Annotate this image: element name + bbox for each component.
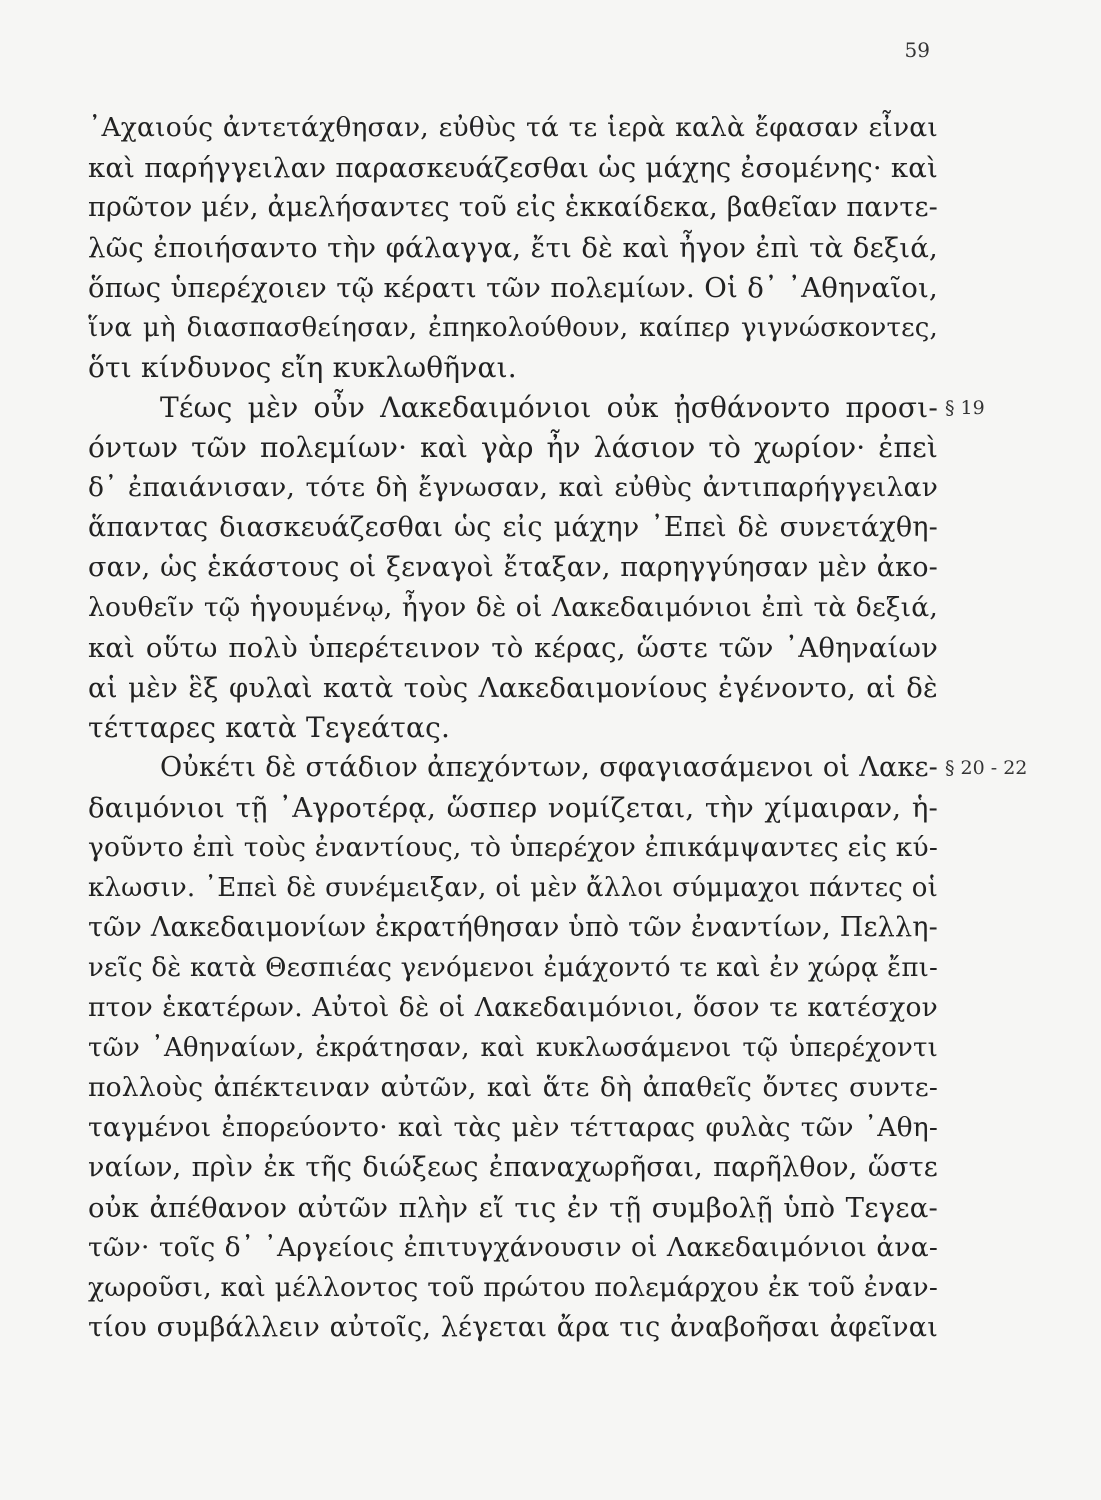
- text-line: λουθεῖν τῷ ἡγουμένῳ, ἦγον δὲ οἱ Λακεδαιμόνιοι ἐπὶ τὰ δεξιά,: [88, 592, 938, 623]
- text-line: ὅτι κίνδυνος εἴη κυκλωθῆναι.: [88, 351, 517, 384]
- text-line: ναίων, πρὶν ἐκ τῆς διώξεως ἐπαναχωρῆσαι, παρῆλθον, ὥστε: [88, 1152, 938, 1183]
- text-line: ἅπαντας διασκευάζεσθαι ὡς εἰς μάχην ᾿Επεὶ δὲ συνετάχθη-: [88, 512, 938, 543]
- text-line: αἱ μὲν ἓξ φυλαὶ κατὰ τοὺς Λακεδαιμονίους ἐγένοντο, αἱ δὲ: [88, 672, 938, 704]
- text-line: τῶν ᾿Αθηναίων, ἐκράτησαν, καὶ κυκλωσάμενοι τῷ ὑπερέχοντι: [88, 1033, 938, 1063]
- text-line: όντων τῶν πολεμίων· καὶ γὰρ ἦν λάσιον τὸ χωρίον· ἐπεὶ: [88, 431, 938, 464]
- text-line: ᾿Αχαιούς ἀντετάχθησαν, εὐθὺς τά τε ἱερὰ καλὰ ἔφασαν εἶναι: [88, 112, 938, 143]
- text-line: γοῦντο ἐπὶ τοὺς ἐναντίους, τὸ ὑπερέχον ἐπικάμψαντες εἰς κύ-: [88, 832, 938, 863]
- text-line: οὐκ ἀπέθανον αὐτῶν πλὴν εἴ τις ἐν τῇ συμβολῇ ὑπὸ Τεγεα-: [88, 1192, 938, 1224]
- text-line: πρῶτον μέν, ἀμελήσαντες τοῦ εἰς ἑκκαίδεκα, βαθεῖαν παντε-: [88, 192, 938, 223]
- text-line: πτον ἑκατέρων. Αὐτοὶ δὲ οἱ Λακεδαιμόνιοι, ὅσον τε κατέσχον: [88, 992, 938, 1023]
- margin-section-note: § 19: [945, 397, 985, 419]
- text-line: τίου συμβάλλειν αὐτοῖς, λέγεται ἄρα τις ἀναβοῆσαι ἀφεῖναι: [88, 1312, 938, 1343]
- text-line: δαιμόνιοι τῇ ᾿Αγροτέρᾳ, ὥσπερ νομίζεται, τὴν χίμαιραν, ἡ-: [88, 792, 938, 824]
- text-line: τέτταρες κατὰ Τεγεάτας.: [88, 711, 451, 744]
- paragraph-start-line: Τέως μὲν οὖν Λακεδαιμόνιοι οὐκ ᾐσθάνοντο προσι-: [160, 391, 938, 424]
- page-number: 59: [904, 38, 930, 62]
- text-line: ἵνα μὴ διασπασθείησαν, ἐπηκολούθουν, καίπερ γιγνώσκοντες,: [88, 313, 938, 343]
- text-line: καὶ παρήγγειλαν παρασκευάζεσθαι ὡς μάχης ἐσομένης· καὶ: [88, 152, 938, 184]
- text-line: λῶς ἐποιήσαντο τὴν φάλαγγα, ἔτι δὲ καὶ ἦγον ἐπὶ τὰ δεξιά,: [88, 232, 938, 264]
- body-text: [88, 108, 938, 1348]
- paragraph-start-line: Οὐκέτι δὲ στάδιον ἀπεχόντων, σφαγιασάμενοι οἱ Λακε-: [160, 752, 938, 783]
- text-line: ὅπως ὑπερέχοιεν τῷ κέρατι τῶν πολεμίων. Οἱ δ᾿ ᾿Αθηναῖοι,: [88, 272, 938, 304]
- text-line: χωροῦσι, καὶ μέλλοντος τοῦ πρώτου πολεμάρχου ἐκ τοῦ ἐναν-: [88, 1272, 938, 1303]
- text-line: νεῖς δὲ κατὰ Θεσπιέας γενόμενοι ἐμάχοντό τε καὶ ἐν χώρᾳ ἔπι-: [88, 953, 938, 983]
- text-line: κλωσιν. ᾿Επεὶ δὲ συνέμειξαν, οἱ μὲν ἄλλοι σύμμαχοι πάντες οἱ: [88, 873, 938, 903]
- text-line: πολλοὺς ἀπέκτειναν αὐτῶν, καὶ ἅτε δὴ ἀπαθεῖς ὄντες συντε-: [88, 1072, 938, 1103]
- text-line: σαν, ὡς ἑκάστους οἱ ξεναγοὶ ἔταξαν, παρηγγύησαν μὲν ἀκο-: [88, 552, 938, 583]
- text-line: καὶ οὕτω πολὺ ὑπερέτεινον τὸ κέρας, ὥστε τῶν ᾿Αθηναίων: [88, 632, 938, 664]
- margin-section-note: § 20 - 22: [945, 757, 1028, 779]
- text-line: ταγμένοι ἐπορεύοντο· καὶ τὰς μὲν τέτταρας φυλὰς τῶν ᾿Αθη-: [88, 1112, 938, 1143]
- text-line: δ᾿ ἐπαιάνισαν, τότε δὴ ἔγνωσαν, καὶ εὐθὺς ἀντιπαρήγγειλαν: [88, 472, 938, 503]
- text-line: τῶν· τοῖς δ᾿ ᾿Αργείοις ἐπιτυγχάνουσιν οἱ Λακεδαιμόνιοι ἀνα-: [88, 1232, 938, 1263]
- text-line: τῶν Λακεδαιμονίων ἐκρατήθησαν ὑπὸ τῶν ἐναντίων, Πελλη-: [88, 912, 938, 943]
